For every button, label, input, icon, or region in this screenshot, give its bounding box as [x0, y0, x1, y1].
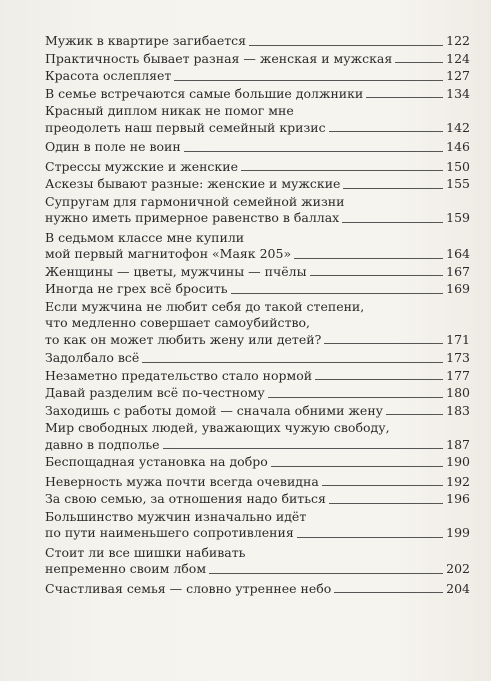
toc-leader-line — [163, 447, 444, 449]
toc-entry-last-line — [45, 474, 470, 491]
toc-leader-line — [241, 169, 443, 171]
toc-page-number: 192 — [446, 473, 470, 489]
toc-leader-line — [322, 484, 443, 486]
toc-entry-title-line: Иногда не грех всё бросить — [45, 281, 228, 296]
toc-entry-title-line: Незаметно предательство стало нормой — [45, 367, 313, 383]
toc-entry-title-line: Если мужчина не любит себя до такой степени, — [45, 298, 365, 314]
toc-entry[interactable] — [45, 581, 470, 598]
toc-entry-title-line: непременно своим лбом — [45, 561, 207, 576]
toc-entry-last-line — [45, 368, 470, 385]
toc-entry-last-line — [45, 561, 470, 578]
toc-entry-title-line: В семье встречаются самые большие должники — [45, 85, 364, 101]
toc-entry-last-line — [45, 454, 470, 471]
toc-entry-title-line: Мужик в квартире загибается — [45, 33, 247, 48]
toc-entry-title-line: За свою семью, за отношения надо биться — [45, 491, 326, 506]
toc-page-number: 204 — [446, 580, 470, 596]
toc-entry-last-line — [45, 525, 470, 542]
toc-leader-line — [386, 413, 443, 415]
toc-entry-title-line: Практичность бывает разная — женская и мужская — [45, 50, 393, 66]
table-of-contents — [45, 32, 470, 597]
toc-entry-last-line — [45, 176, 470, 193]
toc-page-number: 167 — [446, 263, 470, 279]
toc-entry-title-line: нужно иметь примерное равенство в баллах — [45, 210, 340, 225]
toc-entry-title-line: мой первый магнитофон «Маяк 205» — [45, 246, 292, 261]
toc-entry-title-line: Большинство мужчин изначально идёт — [45, 508, 307, 524]
toc-entry-title-line: Аскезы бывают разные: женские и мужские — [45, 176, 341, 191]
toc-entry[interactable] — [45, 68, 470, 85]
toc-entry-last-line — [45, 385, 470, 402]
toc-entry-title-line: Супругам для гармоничной семейной жизни — [45, 193, 345, 209]
toc-entry[interactable] — [45, 368, 470, 385]
toc-entry-last-line — [45, 264, 470, 281]
toc-entry-last-line — [45, 159, 470, 176]
toc-entry-title-line: Счастливая семья — словно утреннее небо — [45, 580, 332, 596]
toc-entry[interactable] — [45, 545, 470, 578]
toc-entry-title-line: Задолбало всё — [45, 350, 140, 365]
toc-entry-last-line — [45, 581, 470, 598]
toc-entry-title-line: Беспощадная установка на добро — [45, 454, 268, 469]
toc-page-number: 146 — [446, 139, 470, 154]
toc-entry-title-line: Давай разделим всё по-честному — [45, 385, 265, 400]
toc-entry-last-line — [45, 33, 470, 50]
toc-entry-last-line — [45, 51, 470, 68]
toc-entry-last-line — [45, 332, 470, 349]
toc-leader-line — [209, 572, 443, 574]
toc-entry[interactable] — [45, 281, 470, 298]
toc-entry-title-line: Женщины — цветы, мужчины — пчёлы — [45, 263, 307, 279]
toc-entry[interactable] — [45, 139, 470, 156]
toc-page-number: 196 — [446, 491, 470, 506]
toc-entry[interactable] — [45, 33, 470, 50]
toc-leader-line — [268, 396, 443, 398]
toc-entry-title-line: давно в подполье — [45, 436, 160, 452]
toc-entry[interactable] — [45, 474, 470, 491]
toc-leader-line — [329, 130, 444, 132]
toc-page-number: 164 — [446, 246, 470, 261]
toc-entry[interactable] — [45, 299, 470, 349]
toc-entry-last-line — [45, 491, 470, 508]
toc-leader-line — [315, 378, 443, 380]
toc-entry-last-line — [45, 120, 470, 137]
toc-leader-line — [324, 342, 443, 344]
toc-entry[interactable] — [45, 491, 470, 508]
toc-entry-last-line — [45, 350, 470, 367]
toc-page-number: 180 — [446, 385, 470, 400]
toc-page-number: 190 — [446, 454, 470, 469]
toc-entry-title-line: В седьмом классе мне купили — [45, 229, 245, 245]
toc-leader-line — [174, 79, 443, 81]
toc-page-number: 177 — [446, 367, 470, 383]
toc-entry[interactable] — [45, 176, 470, 193]
toc-entry[interactable] — [45, 264, 470, 281]
toc-entry[interactable] — [45, 159, 470, 176]
toc-page-number: 171 — [446, 331, 470, 347]
toc-leader-line — [366, 96, 443, 98]
toc-leader-line — [184, 150, 443, 152]
toc-page-number: 202 — [446, 561, 470, 576]
toc-entry-title-line: Красный диплом никак не помог мне — [45, 103, 294, 118]
toc-entry-last-line — [45, 86, 470, 103]
toc-entry[interactable] — [45, 51, 470, 68]
toc-leader-line — [249, 44, 443, 46]
toc-entry[interactable] — [45, 454, 470, 471]
toc-leader-line — [343, 187, 443, 189]
toc-page-number: 124 — [446, 50, 470, 66]
toc-entry[interactable] — [45, 403, 470, 420]
toc-entry-last-line — [45, 139, 470, 156]
toc-entry-last-line — [45, 68, 470, 85]
toc-page-number: 173 — [446, 350, 470, 365]
toc-entry-title-line: Мир свободных людей, уважающих чужую свободу, — [45, 420, 390, 435]
toc-leader-line — [271, 465, 443, 467]
toc-entry[interactable] — [45, 385, 470, 402]
toc-page-number: 150 — [446, 158, 470, 174]
toc-page-number: 199 — [446, 525, 470, 540]
toc-page-number: 159 — [446, 210, 470, 225]
toc-leader-line — [342, 221, 443, 223]
toc-entry-last-line — [45, 437, 470, 454]
toc-leader-line — [297, 536, 443, 538]
toc-leader-line — [294, 257, 443, 259]
toc-leader-line — [334, 591, 443, 593]
toc-page-number: 169 — [446, 281, 470, 296]
toc-entry-title-line: Заходишь с работы домой — сначала обними жену — [45, 402, 384, 418]
toc-entry[interactable] — [45, 509, 470, 542]
toc-entry-title-line: Красота ослепляет — [45, 68, 172, 83]
toc-entry-title-line: то как он может любить жену или детей? — [45, 331, 322, 347]
toc-entry-title-line: Один в поле не воин — [45, 139, 181, 154]
toc-page-number: 155 — [446, 176, 470, 191]
toc-entry[interactable] — [45, 86, 470, 103]
toc-entry-title-line: по пути наименьшего сопротивления — [45, 525, 294, 540]
toc-entry-title-line: что медленно совершает самоубийство, — [45, 315, 311, 330]
toc-entry[interactable] — [45, 350, 470, 367]
toc-entry[interactable] — [45, 194, 470, 227]
toc-leader-line — [310, 274, 444, 276]
toc-leader-line — [329, 502, 443, 504]
toc-page-number: 183 — [446, 402, 470, 418]
toc-entry[interactable] — [45, 420, 470, 453]
toc-page-number: 127 — [446, 68, 470, 83]
toc-entry[interactable] — [45, 230, 470, 263]
toc-page-number: 122 — [446, 33, 470, 48]
toc-page-number: 187 — [446, 436, 470, 452]
toc-page-number: 142 — [446, 119, 470, 135]
toc-entry-title-line: Стоит ли все шишки набивать — [45, 544, 246, 560]
toc-entry-title-line: Неверность мужа почти всегда очевидна — [45, 473, 319, 489]
toc-leader-line — [395, 61, 443, 63]
toc-page-number: 134 — [446, 85, 470, 101]
toc-entry-last-line — [45, 246, 470, 263]
toc-leader-line — [142, 361, 443, 363]
toc-entry-last-line — [45, 210, 470, 227]
toc-entry-last-line — [45, 281, 470, 298]
toc-entry-title-line: Стрессы мужские и женские — [45, 158, 238, 174]
toc-entry[interactable] — [45, 103, 470, 136]
toc-entry-last-line — [45, 403, 470, 420]
toc-leader-line — [231, 292, 444, 294]
toc-entry-title-line: преодолеть наш первый семейный кризис — [45, 119, 326, 135]
